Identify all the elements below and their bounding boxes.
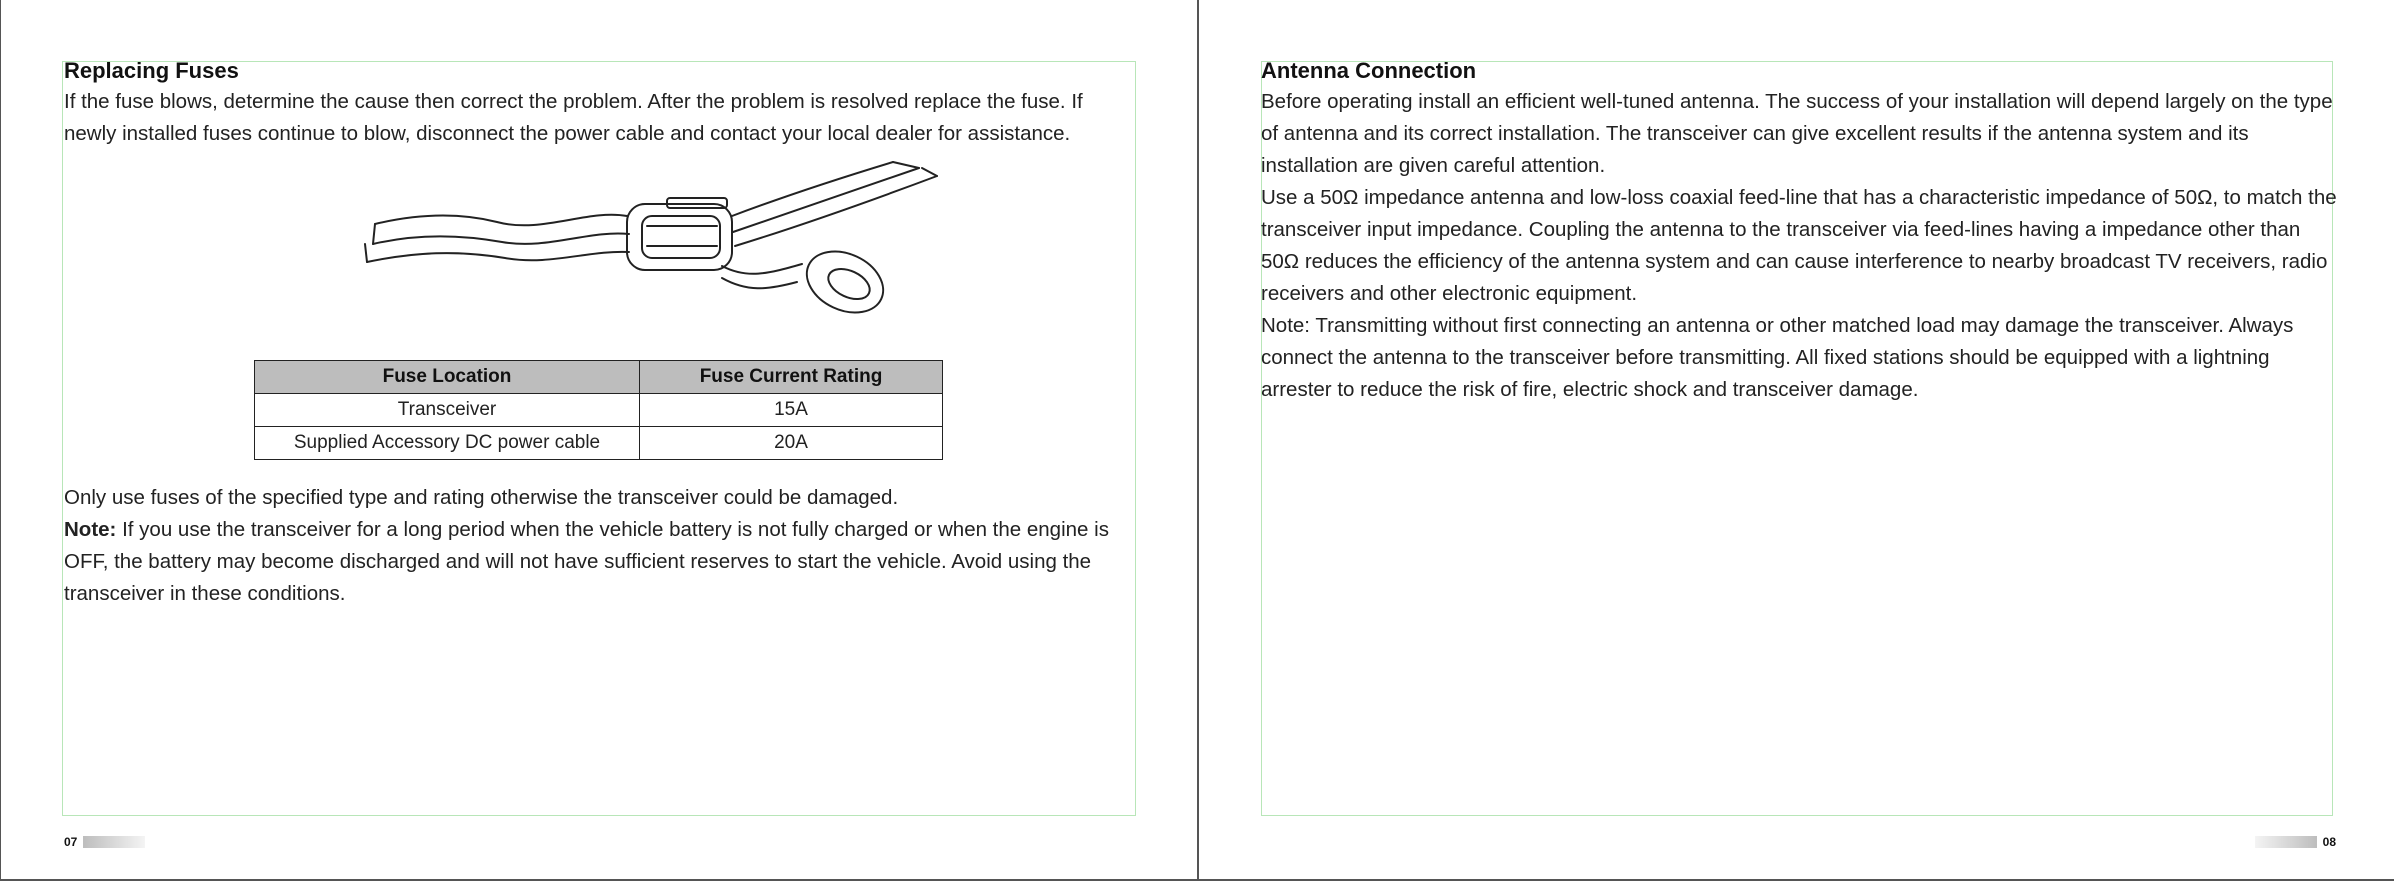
column-header-fuse-current-rating: Fuse Current Rating (640, 361, 943, 394)
page-number-bar (2255, 836, 2317, 848)
page-number-right (2255, 835, 2336, 849)
right-page (1197, 0, 2394, 881)
table-header-row (255, 361, 943, 394)
table-cell-rating: 15A (640, 394, 943, 427)
antenna-paragraph-1: Before operating install an efficient well-tuned antenna. The success of your installation will depend largely on the type of antenna and its correct installation. The transceiver can give excellent results if the antenna system and its installation are given careful attention. (1261, 90, 2333, 177)
fuse-rating-table (254, 360, 943, 460)
table-cell-location: Transceiver (255, 394, 640, 427)
note-label: Note: (64, 518, 117, 541)
page-number-text: 08 (2322, 835, 2336, 849)
fuse-holder-cable-icon (297, 154, 957, 334)
antenna-paragraph-3: Note: Transmitting without first connecting an antenna or other matched load may damage the transceiver. Always connect the antenna to the transceiver before transmitting. All fixed stations should be equipped with a lightning arrester to reduce the risk of fire, electric shock and transceiver damage. (1261, 314, 2294, 401)
caution-paragraph: Only use fuses of the specified type and rating otherwise the transceiver could be damaged. (64, 486, 899, 509)
fuse-holder-figure (64, 154, 1136, 350)
column-header-fuse-location: Fuse Location (255, 361, 640, 394)
section-heading-replacing-fuses: Replacing Fuses (64, 58, 239, 83)
note-text: If you use the transceiver for a long period when the vehicle battery is not fully charged or when the engine is OFF, the battery may become discharged and will not have sufficient reserves to start the vehicle. Avoid using the transceiver in these conditions. (64, 518, 1109, 605)
left-content (64, 58, 1136, 610)
table-cell-rating: 20A (640, 427, 943, 460)
section-heading-antenna-connection: Antenna Connection (1261, 58, 1477, 83)
intro-paragraph: If the fuse blows, determine the cause then correct the problem. After the problem is resolved replace the fuse. If newly installed fuses continue to blow, disconnect the power cable and contact your local dealer for assistance. (64, 90, 1083, 145)
antenna-paragraph-2: Use a 50Ω impedance antenna and low-loss coaxial feed-line that has a characteristic impedance of 50Ω, to match the transceiver input impedance. Coupling the antenna to the transceiver via feed-lines having a impedance other than 50Ω reduces the efficiency of the antenna system and can cause interference to nearby broadcast TV receivers, radio receivers and other electronic equipment. (1261, 186, 2337, 305)
page-number-bar (83, 836, 145, 848)
table-row (255, 394, 943, 427)
table-row (255, 427, 943, 460)
page-number-left (64, 835, 145, 849)
note-paragraph (64, 514, 1136, 610)
right-content (1261, 58, 2338, 406)
table-cell-location: Supplied Accessory DC power cable (255, 427, 640, 460)
page-number-text: 07 (64, 835, 78, 849)
